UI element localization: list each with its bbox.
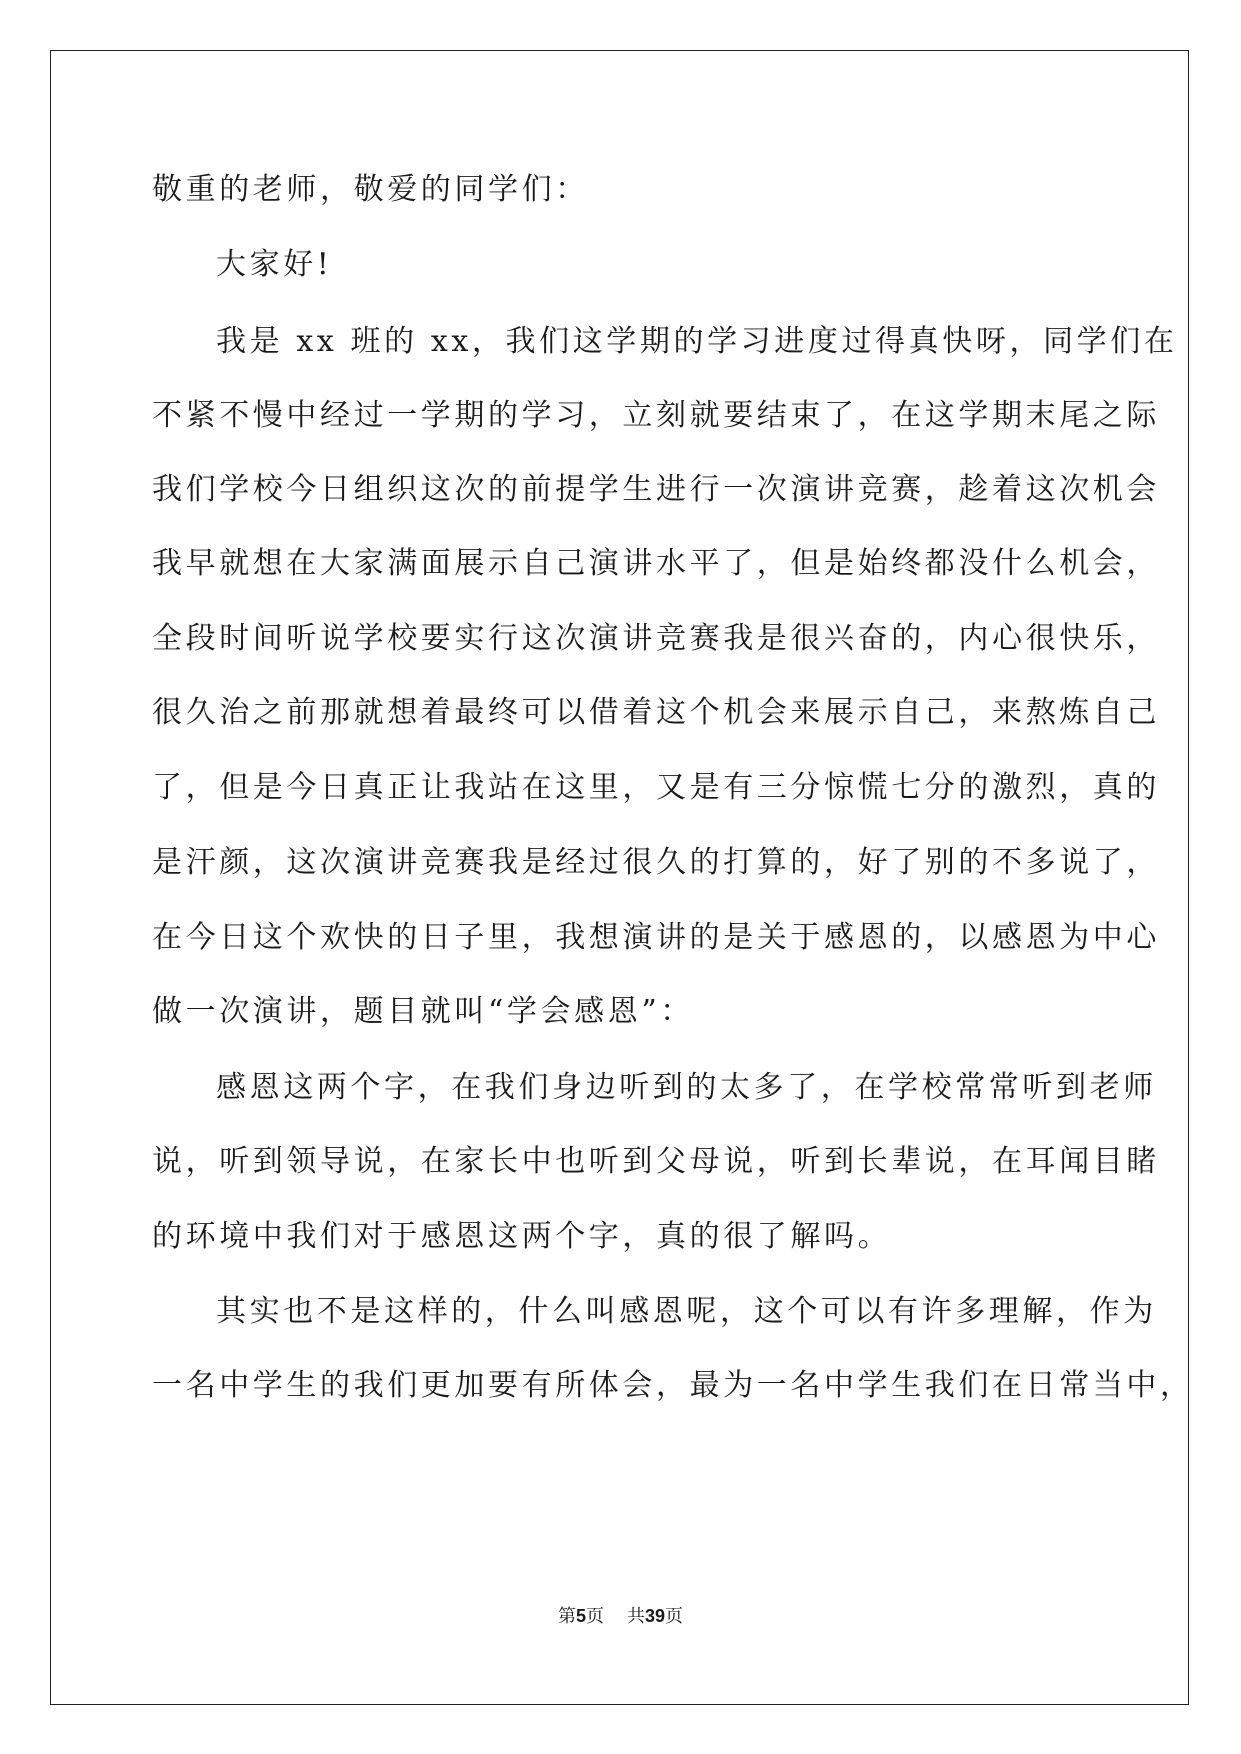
greeting-line: 大家好!: [216, 247, 333, 282]
paragraph-line: 我早就想在大家满面展示自己演讲水平了，但是始终都没什么机会，: [152, 546, 1160, 581]
paragraph-line: 其实也不是这样的，什么叫感恩呢，这个可以有许多理解，作为: [216, 1294, 1157, 1329]
total-label-suffix: 页: [664, 1606, 683, 1627]
paragraph-line: 做一次演讲，题目就叫“学会感恩”：: [152, 994, 694, 1029]
paragraph-line: 不紧不慢中经过一学期的学习，立刻就要结束了，在这学期末尾之际: [152, 398, 1160, 433]
paragraph-line: 是汗颜，这次演讲竞赛我是经过很久的打算的，好了别的不多说了，: [152, 845, 1160, 880]
paragraph-line: 了，但是今日真正让我站在这里，又是有三分惊慌七分的激烈，真的: [152, 770, 1160, 805]
total-label-prefix: 共: [626, 1606, 645, 1627]
paragraph-line: 全段时间听说学校要实行这次演讲竞赛我是很兴奋的，内心很快乐，: [152, 621, 1160, 656]
paragraph-line: 我是 xx 班的 xx，我们这学期的学习进度过得真快呀，同学们在: [216, 324, 1178, 359]
paragraph-line: 感恩这两个字，在我们身边听到的太多了，在学校常常听到老师: [216, 1070, 1157, 1105]
paragraph-line: 的环境中我们对于感恩这两个字，真的很了解吗。: [152, 1219, 892, 1254]
paragraph-line: 在今日这个欢快的日子里，我想演讲的是关于感恩的，以感恩为中心: [152, 920, 1160, 955]
paragraph-line: 我们学校今日组织这次的前提学生进行一次演讲竞赛，趁着这次机会: [152, 472, 1160, 507]
page-number: 5: [576, 1606, 587, 1626]
total-pages: 39: [644, 1606, 665, 1626]
page-label-prefix: 第: [558, 1606, 577, 1627]
page-label-suffix: 页: [586, 1606, 605, 1627]
paragraph-line: 很久治之前那就想着最终可以借着这个机会来展示自己，来熬炼自己: [152, 695, 1160, 730]
paragraph-line: 说，听到领导说，在家长中也听到父母说，听到长辈说，在耳闻目睹: [152, 1144, 1160, 1179]
paragraph-line: 一名中学生的我们更加要有所体会，最为一名中学生我们在日常当中，: [152, 1368, 1194, 1403]
page-footer: [0, 1604, 1241, 1629]
salutation-line: 敬重的老师，敬爱的同学们：: [152, 172, 589, 207]
